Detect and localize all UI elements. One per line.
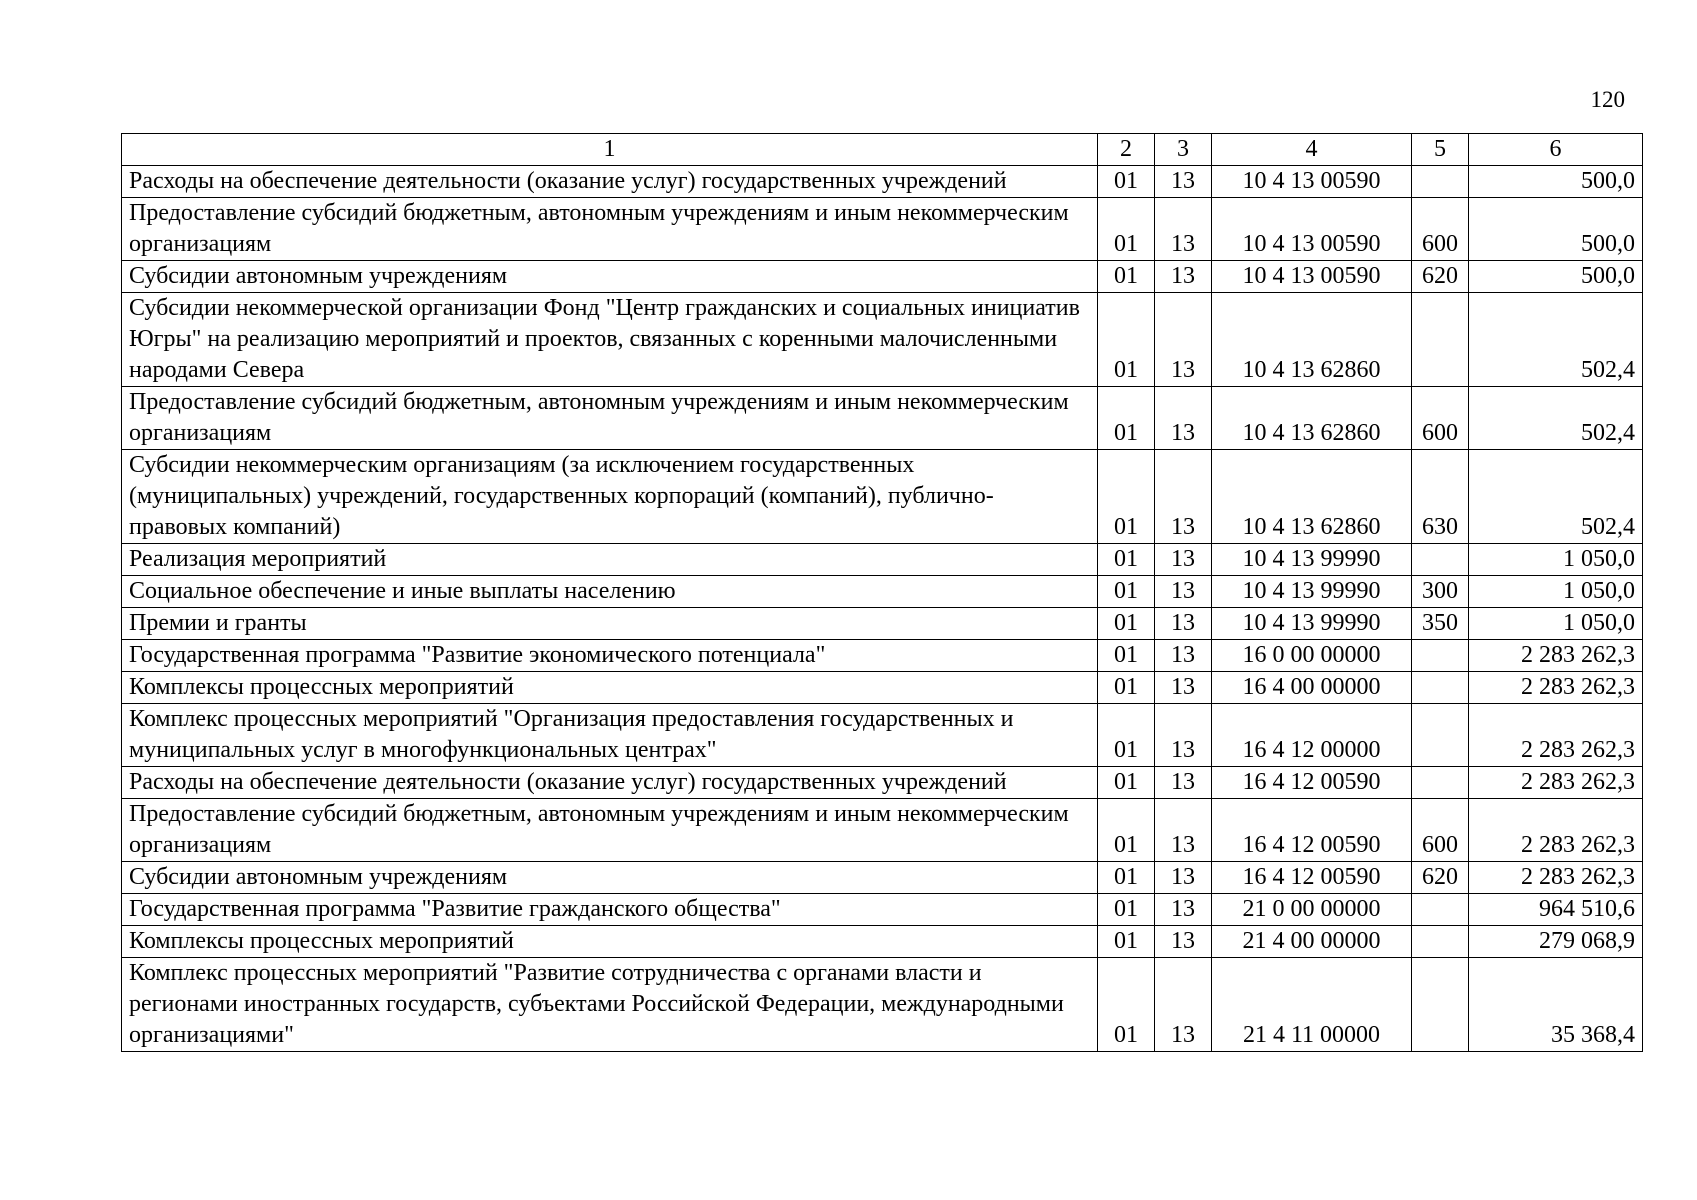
table-row	[122, 387, 1643, 450]
section-code-cell: 01	[1098, 576, 1155, 608]
row-name-cell: Комплекс процессных мероприятий "Организация предоставления государственных и муниципальных услуг в многофункциональных центрах"	[122, 704, 1098, 767]
target-article-cell: 16 4 12 00590	[1212, 767, 1412, 799]
section-code-cell: 01	[1098, 862, 1155, 894]
row-name-cell: Субсидии некоммерческой организации Фонд "Центр гражданских и социальных инициатив Югры" на реализацию мероприятий и проектов, связанных с коренными малочисленными народами Севера	[122, 293, 1098, 387]
table-row	[122, 640, 1643, 672]
column-header-6: 6	[1469, 134, 1643, 166]
section-code-cell: 01	[1098, 544, 1155, 576]
row-name-cell: Комплекс процессных мероприятий "Развитие сотрудничества с органами власти и регионами иностранных государств, субъектами Российской Федерации, международными организациями"	[122, 958, 1098, 1052]
section-code-cell: 01	[1098, 293, 1155, 387]
amount-cell: 2 283 262,3	[1469, 862, 1643, 894]
table-row	[122, 894, 1643, 926]
section-code-cell: 01	[1098, 450, 1155, 544]
section-code-cell: 01	[1098, 608, 1155, 640]
expense-type-cell: 300	[1412, 576, 1469, 608]
amount-cell: 35 368,4	[1469, 958, 1643, 1052]
amount-cell: 2 283 262,3	[1469, 767, 1643, 799]
expense-type-cell: 620	[1412, 862, 1469, 894]
row-name-cell: Государственная программа "Развитие гражданского общества"	[122, 894, 1098, 926]
expense-type-cell: 620	[1412, 261, 1469, 293]
table-header	[122, 134, 1643, 166]
subsection-code-cell: 13	[1155, 640, 1212, 672]
target-article-cell: 10 4 13 99990	[1212, 544, 1412, 576]
section-code-cell: 01	[1098, 926, 1155, 958]
subsection-code-cell: 13	[1155, 894, 1212, 926]
subsection-code-cell: 13	[1155, 862, 1212, 894]
amount-cell: 502,4	[1469, 450, 1643, 544]
section-code-cell: 01	[1098, 640, 1155, 672]
subsection-code-cell: 13	[1155, 166, 1212, 198]
amount-cell: 500,0	[1469, 198, 1643, 261]
expense-type-cell: 600	[1412, 198, 1469, 261]
subsection-code-cell: 13	[1155, 799, 1212, 862]
column-header-4: 4	[1212, 134, 1412, 166]
column-header-1: 1	[122, 134, 1098, 166]
row-name-cell: Расходы на обеспечение деятельности (оказание услуг) государственных учреждений	[122, 166, 1098, 198]
section-code-cell: 01	[1098, 894, 1155, 926]
expense-type-cell: 630	[1412, 450, 1469, 544]
amount-cell: 2 283 262,3	[1469, 704, 1643, 767]
expense-type-cell	[1412, 704, 1469, 767]
row-name-cell: Реализация мероприятий	[122, 544, 1098, 576]
amount-cell: 2 283 262,3	[1469, 640, 1643, 672]
row-name-cell: Премии и гранты	[122, 608, 1098, 640]
amount-cell: 1 050,0	[1469, 576, 1643, 608]
table-row	[122, 544, 1643, 576]
target-article-cell: 10 4 13 62860	[1212, 450, 1412, 544]
row-name-cell: Субсидии некоммерческим организациям (за исключением государственных (муниципальных) учреждений, государственных корпораций (компаний), публично-правовых компаний)	[122, 450, 1098, 544]
amount-cell: 1 050,0	[1469, 608, 1643, 640]
target-article-cell: 16 0 00 00000	[1212, 640, 1412, 672]
section-code-cell: 01	[1098, 799, 1155, 862]
subsection-code-cell: 13	[1155, 704, 1212, 767]
amount-cell: 500,0	[1469, 166, 1643, 198]
subsection-code-cell: 13	[1155, 958, 1212, 1052]
section-code-cell: 01	[1098, 767, 1155, 799]
amount-cell: 964 510,6	[1469, 894, 1643, 926]
target-article-cell: 21 4 00 00000	[1212, 926, 1412, 958]
page-number: 120	[1590, 87, 1625, 112]
column-header-5: 5	[1412, 134, 1469, 166]
subsection-code-cell: 13	[1155, 293, 1212, 387]
expense-type-cell	[1412, 767, 1469, 799]
target-article-cell: 16 4 12 00000	[1212, 704, 1412, 767]
amount-cell: 502,4	[1469, 293, 1643, 387]
table-row	[122, 198, 1643, 261]
subsection-code-cell: 13	[1155, 926, 1212, 958]
table-row	[122, 862, 1643, 894]
subsection-code-cell: 13	[1155, 608, 1212, 640]
subsection-code-cell: 13	[1155, 450, 1212, 544]
expense-type-cell	[1412, 894, 1469, 926]
target-article-cell: 10 4 13 62860	[1212, 293, 1412, 387]
row-name-cell: Социальное обеспечение и иные выплаты населению	[122, 576, 1098, 608]
section-code-cell: 01	[1098, 958, 1155, 1052]
amount-cell: 2 283 262,3	[1469, 672, 1643, 704]
expense-type-cell: 350	[1412, 608, 1469, 640]
target-article-cell: 10 4 13 99990	[1212, 608, 1412, 640]
target-article-cell: 16 4 00 00000	[1212, 672, 1412, 704]
table-row	[122, 672, 1643, 704]
subsection-code-cell: 13	[1155, 672, 1212, 704]
target-article-cell: 10 4 13 00590	[1212, 198, 1412, 261]
table-row	[122, 767, 1643, 799]
row-name-cell: Субсидии автономным учреждениям	[122, 261, 1098, 293]
table-row	[122, 608, 1643, 640]
row-name-cell: Предоставление субсидий бюджетным, автономным учреждениям и иным некоммерческим организациям	[122, 799, 1098, 862]
table-row	[122, 450, 1643, 544]
expense-type-cell	[1412, 672, 1469, 704]
row-name-cell: Комплексы процессных мероприятий	[122, 926, 1098, 958]
section-code-cell: 01	[1098, 198, 1155, 261]
subsection-code-cell: 13	[1155, 767, 1212, 799]
section-code-cell: 01	[1098, 261, 1155, 293]
column-header-2: 2	[1098, 134, 1155, 166]
subsection-code-cell: 13	[1155, 198, 1212, 261]
row-name-cell: Государственная программа "Развитие экономического потенциала"	[122, 640, 1098, 672]
row-name-cell: Комплексы процессных мероприятий	[122, 672, 1098, 704]
expense-type-cell	[1412, 926, 1469, 958]
row-name-cell: Предоставление субсидий бюджетным, автономным учреждениям и иным некоммерческим организациям	[122, 387, 1098, 450]
table-row	[122, 293, 1643, 387]
target-article-cell: 10 4 13 00590	[1212, 261, 1412, 293]
header-row	[122, 134, 1643, 166]
section-code-cell: 01	[1098, 672, 1155, 704]
row-name-cell: Расходы на обеспечение деятельности (оказание услуг) государственных учреждений	[122, 767, 1098, 799]
row-name-cell: Субсидии автономным учреждениям	[122, 862, 1098, 894]
amount-cell: 2 283 262,3	[1469, 799, 1643, 862]
amount-cell: 1 050,0	[1469, 544, 1643, 576]
amount-cell: 502,4	[1469, 387, 1643, 450]
table-body	[122, 166, 1643, 1052]
section-code-cell: 01	[1098, 704, 1155, 767]
target-article-cell: 16 4 12 00590	[1212, 799, 1412, 862]
table-row	[122, 261, 1643, 293]
row-name-cell: Предоставление субсидий бюджетным, автономным учреждениям и иным некоммерческим организациям	[122, 198, 1098, 261]
target-article-cell: 10 4 13 62860	[1212, 387, 1412, 450]
expense-type-cell	[1412, 958, 1469, 1052]
table-row	[122, 799, 1643, 862]
table-row	[122, 704, 1643, 767]
expense-type-cell: 600	[1412, 799, 1469, 862]
target-article-cell: 10 4 13 00590	[1212, 166, 1412, 198]
column-header-3: 3	[1155, 134, 1212, 166]
section-code-cell: 01	[1098, 166, 1155, 198]
subsection-code-cell: 13	[1155, 576, 1212, 608]
expense-type-cell	[1412, 544, 1469, 576]
target-article-cell: 21 0 00 00000	[1212, 894, 1412, 926]
subsection-code-cell: 13	[1155, 544, 1212, 576]
expense-type-cell	[1412, 166, 1469, 198]
table-row	[122, 926, 1643, 958]
expense-type-cell: 600	[1412, 387, 1469, 450]
expense-type-cell	[1412, 293, 1469, 387]
table-row	[122, 958, 1643, 1052]
amount-cell: 500,0	[1469, 261, 1643, 293]
target-article-cell: 16 4 12 00590	[1212, 862, 1412, 894]
target-article-cell: 10 4 13 99990	[1212, 576, 1412, 608]
target-article-cell: 21 4 11 00000	[1212, 958, 1412, 1052]
budget-table	[121, 133, 1643, 1052]
amount-cell: 279 068,9	[1469, 926, 1643, 958]
expense-type-cell	[1412, 640, 1469, 672]
subsection-code-cell: 13	[1155, 261, 1212, 293]
subsection-code-cell: 13	[1155, 387, 1212, 450]
section-code-cell: 01	[1098, 387, 1155, 450]
table-row	[122, 166, 1643, 198]
table-row	[122, 576, 1643, 608]
